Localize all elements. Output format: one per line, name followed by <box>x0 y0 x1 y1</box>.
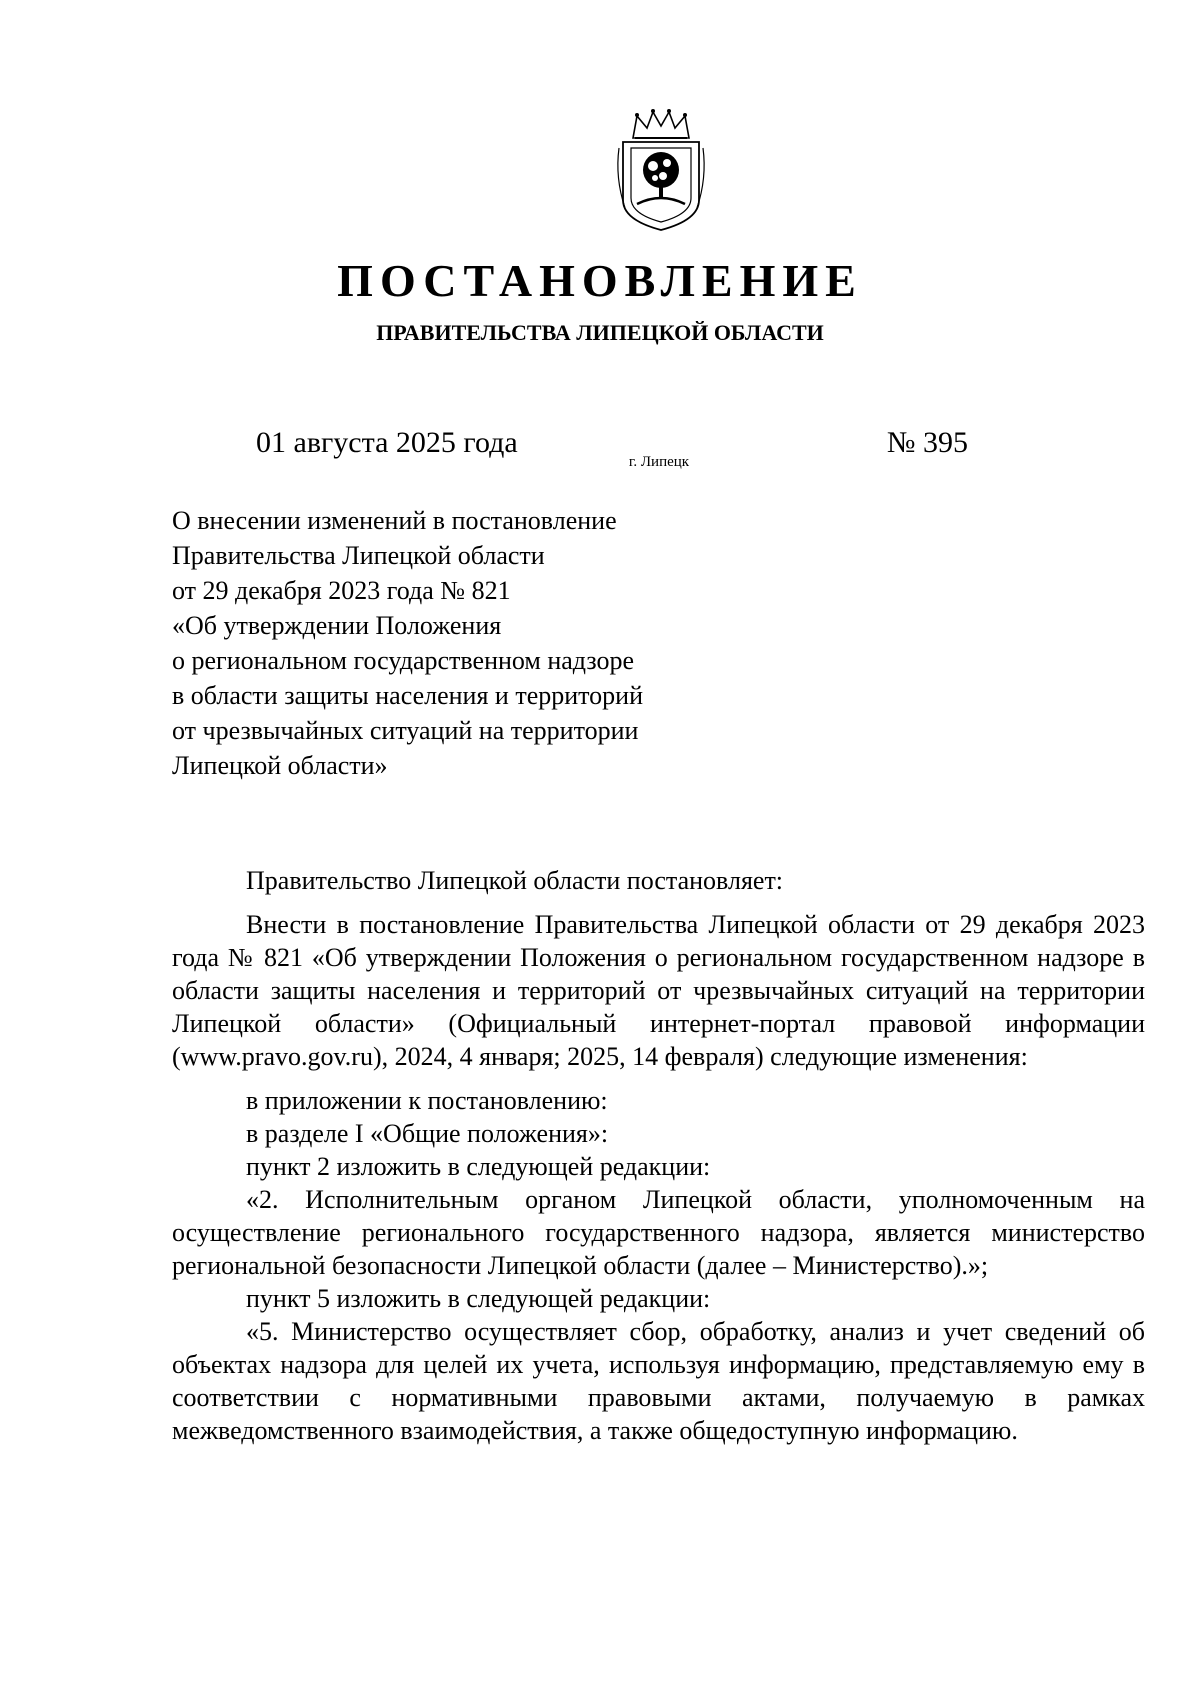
heading-line: «Об утверждении Положения <box>172 611 502 640</box>
document-body <box>172 864 1145 1447</box>
heading-line: от 29 декабря 2023 года № 821 <box>172 576 511 605</box>
issuing-authority: ПРАВИТЕЛЬСТВА ЛИПЕЦКОЙ ОБЛАСТИ <box>376 320 824 345</box>
body-paragraph-annex: в приложении к постановлению: <box>246 1086 608 1115</box>
lipetsk-coat-of-arms-icon <box>611 108 711 233</box>
body-paragraph-section-1: в разделе I «Общие положения»: <box>246 1119 609 1148</box>
document-title: ПОСТАНОВЛЕНИЕ <box>337 255 863 306</box>
heading-line: от чрезвычайных ситуаций на территории <box>172 716 639 745</box>
document-city: г. Липецк <box>628 454 690 470</box>
heading-line: в области защиты населения и территорий <box>172 681 643 710</box>
body-paragraph-resolves: Правительство Липецкой области постановляет: <box>246 866 784 895</box>
document-heading <box>172 503 792 783</box>
body-paragraph-item-5-intro: пункт 5 изложить в следующей редакции: <box>246 1284 711 1313</box>
heading-line: Липецкой области» <box>172 751 388 780</box>
heading-line: Правительства Липецкой области <box>172 541 545 570</box>
document-date: 01 августа 2025 года <box>256 426 518 459</box>
body-paragraph-item-5: «5. Министерство осуществляет сбор, обработку, анализ и учет сведений об объектах надзора для целей их учета, используя информацию, представляемую ему в соответствии с нормативными правовыми актами, получаемую в рамках межведомственного взаимодействия, а также общедоступную информацию. <box>172 1317 1145 1445</box>
body-paragraph-amendment: Внести в постановление Правительства Липецкой области от 29 декабря 2023 года № 821 «Об утверждении Положения о региональном государственном надзоре в области защиты населения и территорий от чрезвычайных ситуаций на территории Липецкой области» (Официальный интернет-портал правовой информации (www.pravo.gov.ru), 2024, 4 января; 2025, 14 февраля) следующие изменения: <box>172 910 1145 1071</box>
body-paragraph-item-2-intro: пункт 2 изложить в следующей редакции: <box>246 1152 711 1181</box>
body-paragraph-item-2: «2. Исполнительным органом Липецкой области, уполномоченным на осуществление регионального государственного надзора, является министерство региональной безопасности Липецкой области (далее – Министерство).»; <box>172 1185 1145 1280</box>
document-number: № 395 <box>886 426 968 459</box>
heading-line: О внесении изменений в постановление <box>172 506 617 535</box>
heading-line: о региональном государственном надзоре <box>172 646 635 675</box>
